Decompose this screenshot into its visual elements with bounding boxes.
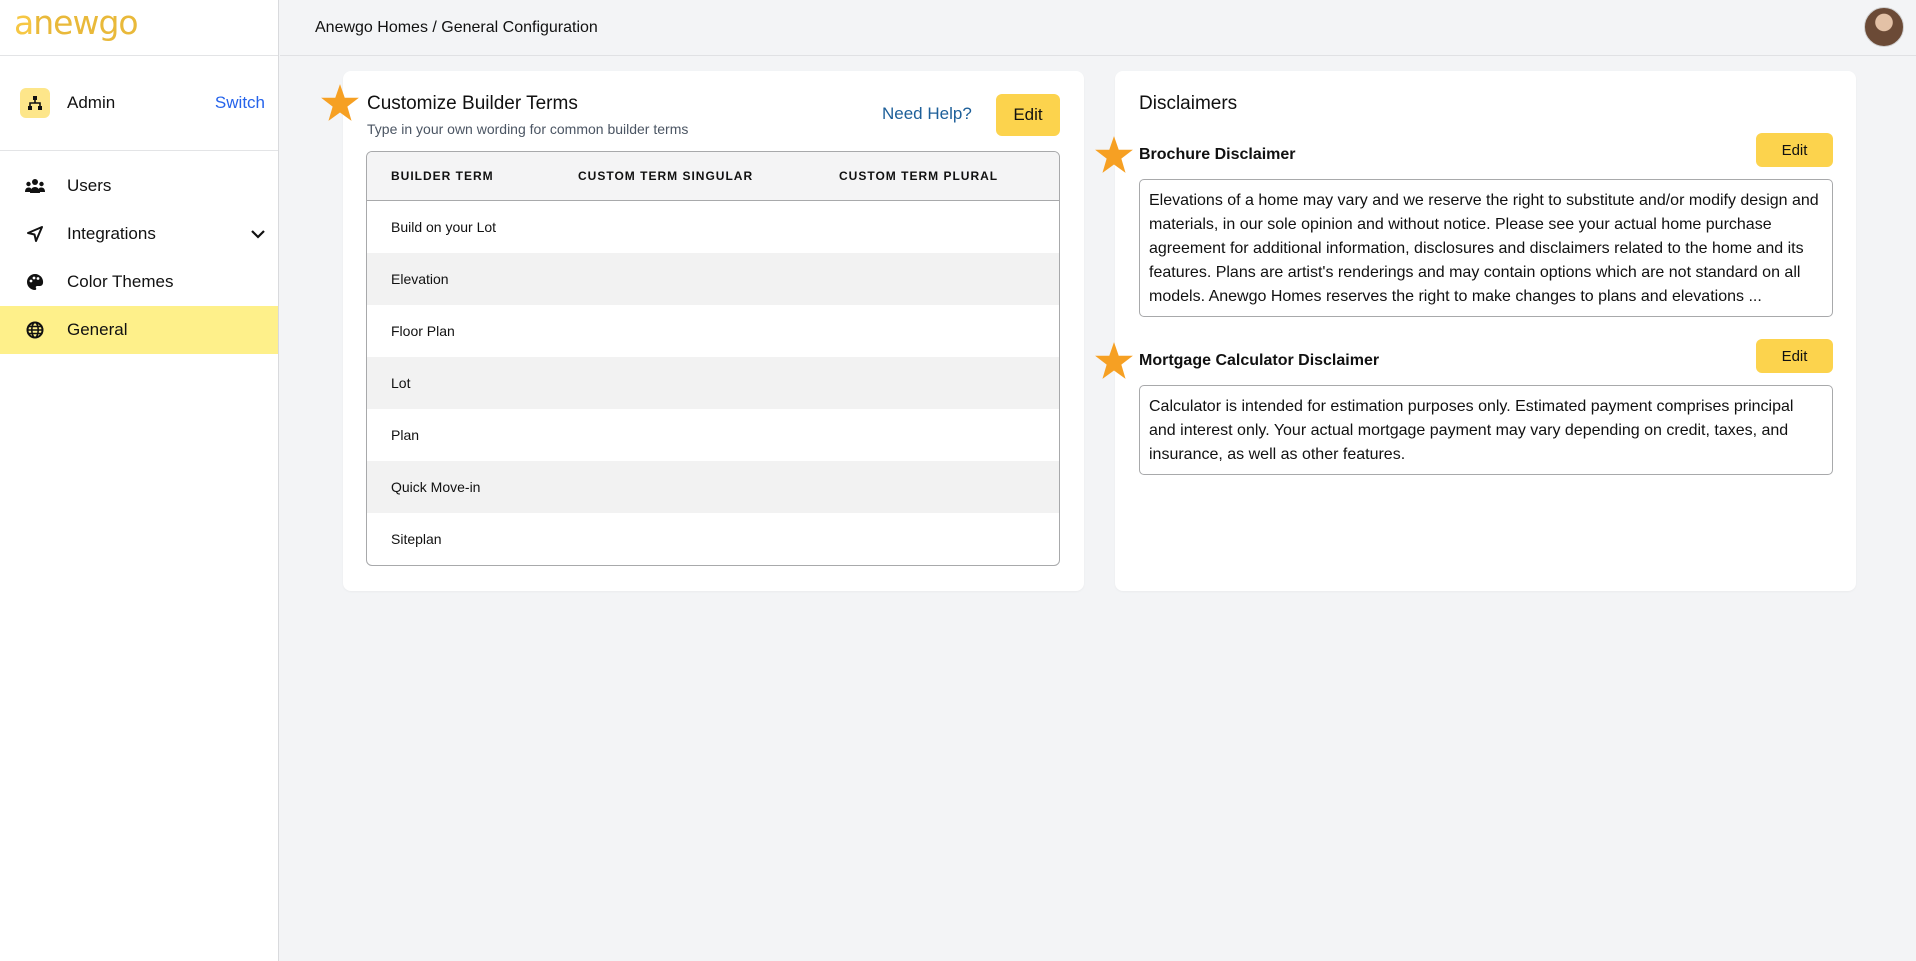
brochure-disclaimer-label: Brochure Disclaimer [1139,146,1296,163]
sidebar-item-integrations[interactable] [0,210,278,258]
card-subtitle: Type in your own wording for common builder terms [367,121,689,137]
sidebar [0,0,279,961]
logo-rest: newgo [33,3,138,42]
integrations-icon [25,224,45,244]
card-title: Disclaimers [1139,93,1238,114]
edit-terms-button[interactable]: Edit [996,94,1060,136]
logo[interactable] [14,3,264,42]
role-label: Admin [67,93,116,112]
need-help-link[interactable]: Need Help? [882,104,972,123]
sidebar-item-label: Integrations [67,224,156,243]
column-header: BUILDER TERM [391,169,494,183]
sidebar-item-general[interactable] [0,306,278,354]
table-row[interactable]: Floor Plan [391,323,455,339]
sidebar-nav [0,162,278,354]
switch-link[interactable]: Switch [214,93,265,112]
users-icon [25,176,45,196]
sidebar-item-color-themes[interactable] [0,258,278,306]
role-row [0,56,278,151]
mortgage-disclaimer-text[interactable]: Calculator is intended for estimation purposes only. Estimated payment comprises principal and interest only. Your actual mortgage payment may vary depending on credit, taxes, and insurance, as well as other features. [1139,385,1833,475]
sidebar-item-label: Color Themes [67,272,174,291]
table-row[interactable]: Quick Move-in [367,461,1059,513]
table-row[interactable]: Build on your Lot [391,219,497,235]
sidebar-item-label: Users [67,176,112,195]
card-title: Customize Builder Terms [367,93,578,114]
column-header: CUSTOM TERM PLURAL [839,169,999,183]
breadcrumb: Anewgo Homes / General Configuration [315,18,598,36]
avatar[interactable] [1864,7,1904,47]
disclaimers-card [1115,71,1856,591]
table-row[interactable]: Lot [367,357,1059,409]
sidebar-item-users[interactable] [0,162,278,210]
table-row[interactable]: Plan [391,427,420,443]
logo-area [0,0,278,56]
builder-terms-table [366,151,1060,566]
edit-brochure-disclaimer-button[interactable]: Edit [1756,133,1833,167]
table-row[interactable]: Elevation [367,253,1059,305]
edit-mortgage-disclaimer-button[interactable]: Edit [1756,339,1833,373]
table-header [367,152,1059,201]
chevron-down-icon[interactable] [250,224,266,244]
sidebar-item-label: General [67,320,128,339]
column-header: CUSTOM TERM SINGULAR [578,169,754,183]
star-icon [319,82,361,124]
builder-terms-card [343,71,1084,591]
star-icon [1093,134,1135,176]
brochure-disclaimer-text[interactable]: Elevations of a home may vary and we reserve the right to substitute and/or modify design and materials, in our sole opinion and without notice. Please see your actual home purchase agreement for additional information, disclosures and disclaimers related to the home and its features. Plans are artist's renderings and may contain options which are not standard on all models. Anewgo Homes reserves the right to make changes to plans and elevations ... [1139,179,1833,317]
header [280,0,1916,56]
palette-icon [25,272,45,292]
sitemap-icon [20,88,50,118]
logo-first-letter: a [14,3,34,42]
mortgage-disclaimer-label: Mortgage Calculator Disclaimer [1139,352,1380,369]
star-icon [1093,340,1135,382]
globe-icon [25,320,45,340]
table-row[interactable]: Siteplan [391,531,442,547]
